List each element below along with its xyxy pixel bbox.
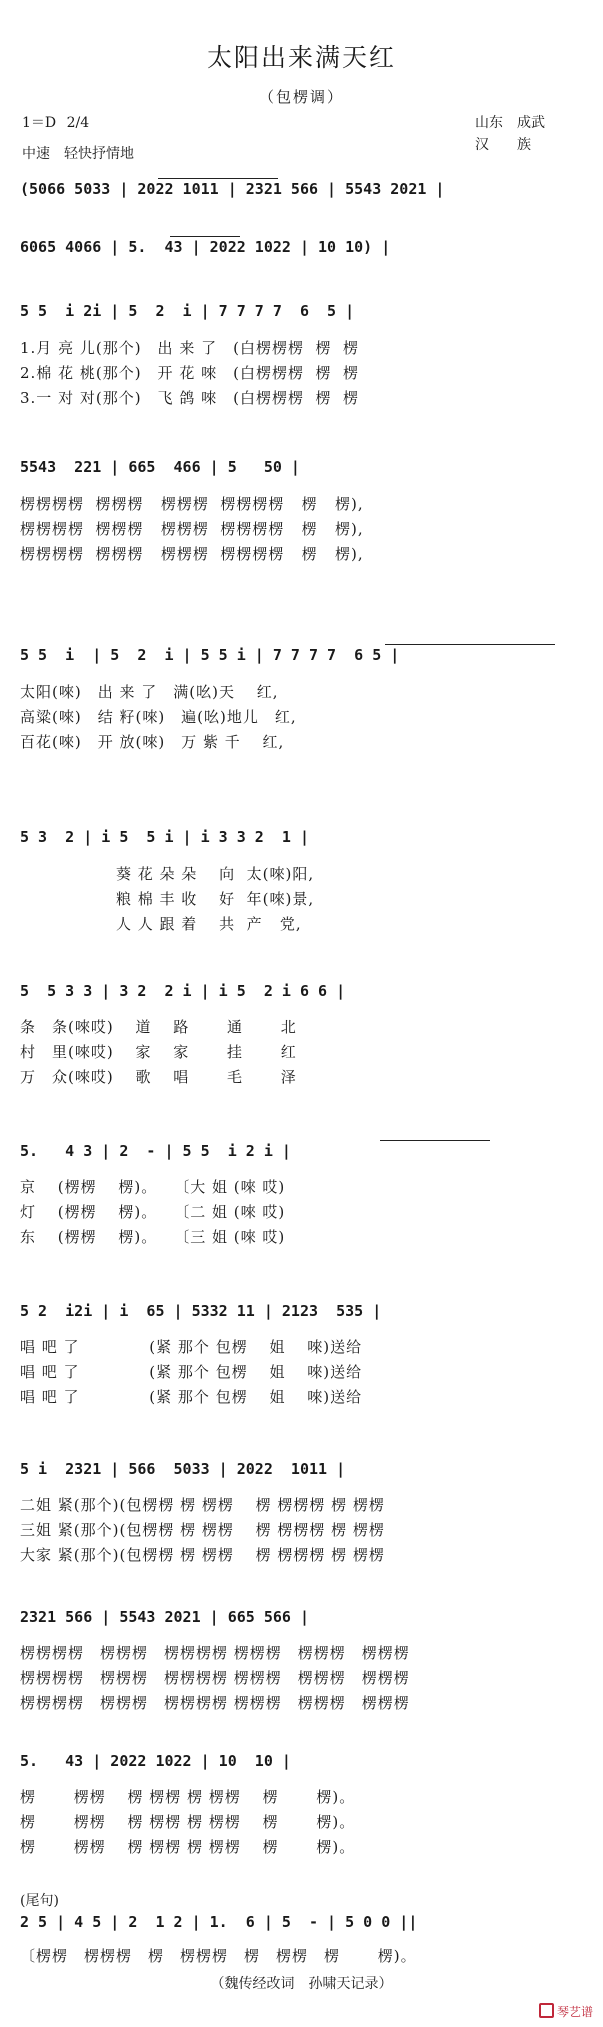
stanza-1-lyric-3: 3.一 对 对(那个) 飞 鸽 唻 (白楞楞楞 楞 楞 — [20, 389, 360, 407]
stanza-8-lyric-2: 三姐 紧(那个)(包楞楞 楞 楞楞 楞 楞楞楞 楞 楞楞 — [20, 1521, 385, 1539]
stanza-10-lyric-2: 楞 楞楞 楞 楞楞 楞 楞楞 楞 楞)。 — [20, 1813, 356, 1831]
key-label: 1＝D — [22, 115, 57, 131]
stanza-9-lyric-2: 楞楞楞楞 楞楞楞 楞楞楞楞 楞楞楞 楞楞楞 楞楞楞 — [20, 1669, 410, 1687]
song-subtitle: （包楞调） — [258, 88, 344, 106]
stanza-5-lyric-2: 村 里(唻哎) 家 家 挂 红 — [20, 1043, 297, 1061]
stanza-5-notes: 5 5 3 3 | 3 2 2 i | i 5 2 i 6 6 | — [20, 982, 346, 1000]
stanza-9-lyric-1: 楞楞楞楞 楞楞楞 楞楞楞楞 楞楞楞 楞楞楞 楞楞楞 — [20, 1644, 410, 1662]
credit-line: （魏传经改词 孙啸天记录） — [210, 1976, 393, 1992]
coda-lyric: 〔楞楞 楞楞楞 楞 楞楞楞 楞 楞楞 楞 楞)。 — [20, 1947, 417, 1965]
stanza-8-lyric-1: 二姐 紧(那个)(包楞楞 楞 楞楞 楞 楞楞楞 楞 楞楞 — [20, 1496, 385, 1514]
stanza-6-lyric-2: 灯 (楞楞 楞)。 〔二 姐 (唻 哎) — [20, 1203, 286, 1221]
key-signature — [22, 112, 89, 132]
stanza-7-lyric-1: 唱 吧 了 (紧 那个 包楞 姐 唻)送给 — [20, 1338, 363, 1356]
origin-label: 山东 成武 — [475, 115, 545, 131]
stanza-2-lyric-2: 楞楞楞楞 楞楞楞 楞楞楞 楞楞楞楞 楞 楞), — [20, 520, 364, 538]
watermark — [539, 2003, 593, 2020]
stanza-7-lyric-2: 唱 吧 了 (紧 那个 包楞 姐 唻)送给 — [20, 1363, 363, 1381]
stanza-6-notes: 5. 4 3 | 2 - | 5 5 i 2 i | — [20, 1142, 291, 1160]
stanza-1-lyric-1: 1.月 亮 儿(那个) 出 来 了 (白楞楞楞 楞 楞 — [20, 339, 360, 357]
stanza-8-lyric-3: 大家 紧(那个)(包楞楞 楞 楞楞 楞 楞楞楞 楞 楞楞 — [20, 1546, 385, 1564]
watermark-text: 琴艺谱 — [556, 2005, 593, 2019]
stanza-6-lyric-1: 京 (楞楞 楞)。 〔大 姐 (唻 哎) — [20, 1178, 286, 1196]
stanza-4-notes: 5 3 2 | i 5 5 i | i 3 3 2 1 | — [20, 828, 309, 846]
stanza-6-lyric-3: 东 (楞楞 楞)。 〔三 姐 (唻 哎) — [20, 1228, 286, 1246]
stanza-7-notes: 5 2 i2i | i 65 | 5332 11 | 2123 535 | — [20, 1302, 382, 1320]
intro-line-1: (5066 5033 | 2022 1011 | 2321 566 | 5543 2021 | — [20, 180, 445, 198]
stanza-5-lyric-1: 条 条(唻哎) 道 路 通 北 — [20, 1018, 297, 1036]
stanza-3-notes: 5 5 i | 5 2 i | 5 5 i | 7 7 7 7 6 5 | — [20, 646, 400, 664]
stanza-8-notes: 5 i 2321 | 566 5033 | 2022 1011 | — [20, 1460, 346, 1478]
stanza-4-lyric-3: 人 人 跟 着 共 产 党, — [20, 915, 302, 933]
time-signature: 2/4 — [66, 115, 90, 131]
stanza-10-notes: 5. 43 | 2022 1022 | 10 10 | — [20, 1752, 291, 1770]
stanza-2-lyric-1: 楞楞楞楞 楞楞楞 楞楞楞 楞楞楞楞 楞 楞), — [20, 495, 364, 513]
stanza-1-lyric-2: 2.棉 花 桃(那个) 开 花 唻 (白楞楞楞 楞 楞 — [20, 364, 360, 382]
stanza-7-lyric-3: 唱 吧 了 (紧 那个 包楞 姐 唻)送给 — [20, 1388, 363, 1406]
song-title: 太阳出来满天红 — [206, 43, 396, 72]
stanza-3-lyric-2: 高粱(唻) 结 籽(唻) 遍(吆)地儿 红, — [20, 708, 297, 726]
slur-mark — [158, 178, 278, 179]
stanza-4-lyric-1: 葵 花 朵 朵 向 太(唻)阳, — [20, 865, 315, 883]
stanza-9-lyric-3: 楞楞楞楞 楞楞楞 楞楞楞楞 楞楞楞 楞楞楞 楞楞楞 — [20, 1694, 410, 1712]
ethnicity-label: 汉 族 — [475, 137, 531, 153]
stanza-3-lyric-3: 百花(唻) 开 放(唻) 万 紫 千 红, — [20, 733, 285, 751]
stanza-9-notes: 2321 566 | 5543 2021 | 665 566 | — [20, 1608, 309, 1626]
stanza-10-lyric-3: 楞 楞楞 楞 楞楞 楞 楞楞 楞 楞)。 — [20, 1838, 356, 1856]
stanza-2-notes: 5543 221 | 665 466 | 5 50 | — [20, 458, 300, 476]
coda-label: (尾句) — [20, 1893, 59, 1909]
stanza-3-lyric-1: 太阳(唻) 出 来 了 满(吆)天 红, — [20, 683, 279, 701]
crescendo-mark — [170, 236, 240, 237]
coda-notes: 2 5 | 4 5 | 2 1 2 | 1. 6 | 5 - | 5 0 0 || — [20, 1913, 418, 1931]
logo-icon — [539, 2003, 554, 2018]
stanza-4-lyric-2: 粮 棉 丰 收 好 年(唻)景, — [20, 890, 315, 908]
slur-mark — [385, 644, 555, 645]
stanza-10-lyric-1: 楞 楞楞 楞 楞楞 楞 楞楞 楞 楞)。 — [20, 1788, 356, 1806]
intro-line-2: 6065 4066 | 5. 43 | 2022 1022 | 10 10) | — [20, 238, 391, 256]
stanza-1-notes: 5 5 i 2i | 5 2 i | 7 7 7 7 6 5 | — [20, 302, 355, 320]
stanza-2-lyric-3: 楞楞楞楞 楞楞楞 楞楞楞 楞楞楞楞 楞 楞), — [20, 545, 364, 563]
slur-mark — [380, 1140, 490, 1141]
stanza-5-lyric-3: 万 众(唻哎) 歌 唱 毛 泽 — [20, 1068, 297, 1086]
tempo-marking: 中速 轻快抒情地 — [22, 146, 134, 162]
